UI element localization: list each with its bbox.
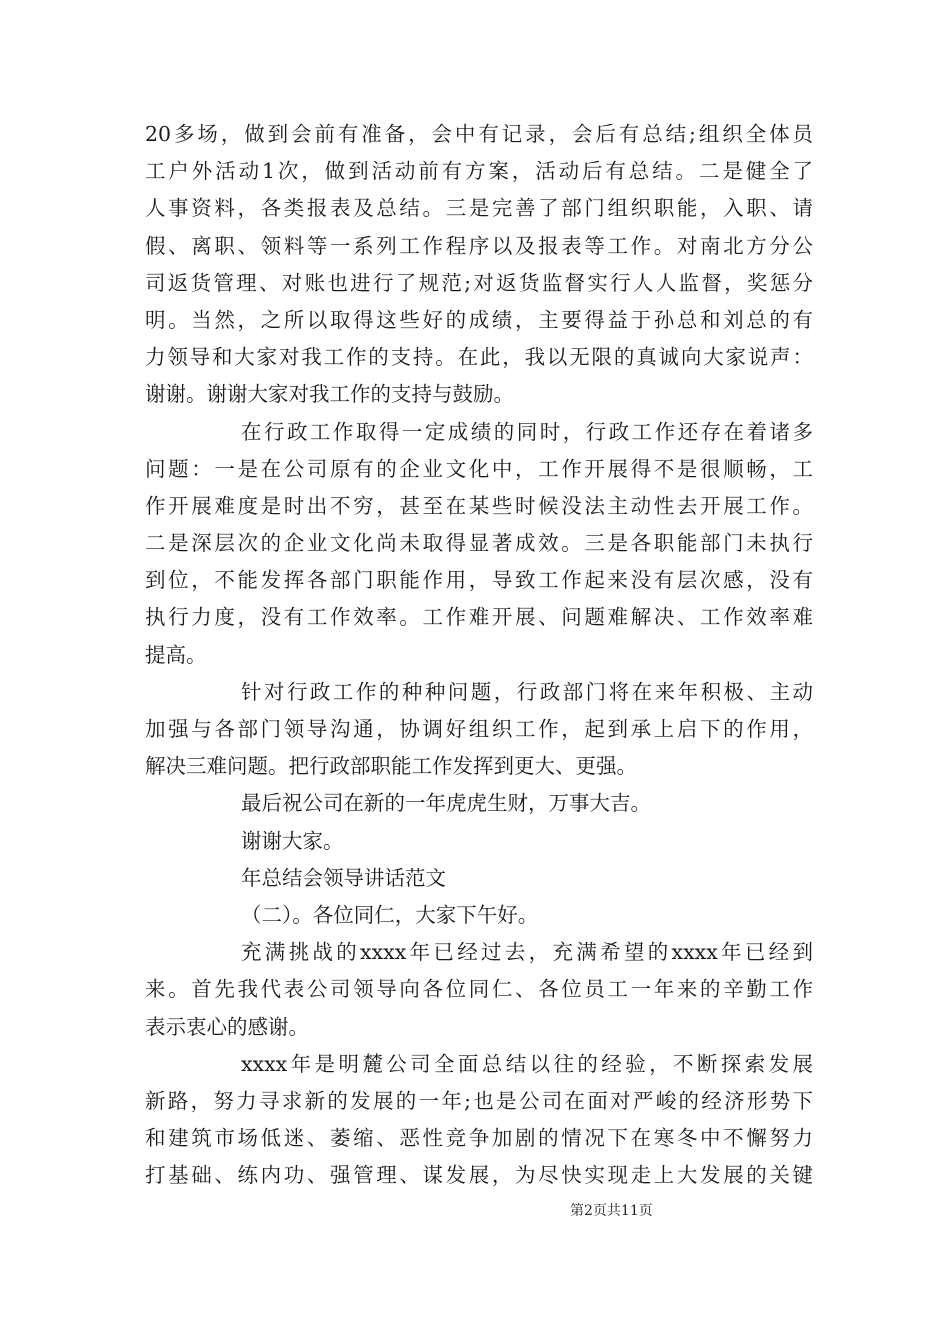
text-line: 谢谢。谢谢大家对我工作的支持与鼓励。 bbox=[145, 382, 514, 407]
text-line: 新路，努力寻求新的发展的一年;也是公司在面对严峻的经济形势下 bbox=[145, 1088, 813, 1113]
text-line: 最后祝公司在新的一年虎虎生财，万事大吉。 bbox=[241, 791, 651, 816]
text-line: 明。当然，之所以取得这些好的成绩，主要得益于孙总和刘总的有 bbox=[145, 307, 813, 332]
document-body bbox=[145, 116, 813, 1194]
text-line: （二）。各位同仁，大家下午好。 bbox=[241, 902, 539, 927]
text-line: 到位，不能发挥各部门职能作用，导致工作起来没有层次感，没有 bbox=[145, 568, 813, 593]
text-line: 作开展难度是时出不穷，甚至在某些时候没法主动性去开展工作。 bbox=[145, 493, 813, 518]
text-line: 表示衷心的感谢。 bbox=[145, 1014, 309, 1039]
text-line: 假、离职、领料等一系列工作程序以及报表等工作。对南北方分公 bbox=[145, 233, 813, 258]
text-line: 来。首先我代表公司领导向各位同仁、各位员工一年来的辛勤工作 bbox=[145, 977, 813, 1002]
text-line: 人事资料，各类报表及总结。三是完善了部门组织职能，入职、请 bbox=[145, 196, 813, 221]
text-line: 针对行政工作的种种问题，行政部门将在来年积极、主动 bbox=[241, 679, 813, 704]
text-line: 力领导和大家对我工作的支持。在此，我以无限的真诚向大家说声： bbox=[145, 345, 813, 370]
text-line: xxxx年是明麓公司全面总结以往的经验，不断探索发展 bbox=[241, 1051, 813, 1076]
text-line: 加强与各部门领导沟通，协调好组织工作，起到承上启下的作用， bbox=[145, 717, 813, 741]
text-line: 提高。 bbox=[145, 642, 207, 667]
text-line: 充满挑战的xxxx年已经过去，充满希望的xxxx年已经到 bbox=[241, 940, 813, 965]
text-line: 在行政工作取得一定成绩的同时，行政工作还存在着诸多 bbox=[241, 419, 813, 444]
text-line: 二是深层次的企业文化尚未取得显著成效。三是各职能部门未执行 bbox=[145, 531, 813, 556]
text-line: 司返货管理、对账也进行了规范;对返货监督实行人人监督，奖惩分 bbox=[145, 270, 813, 295]
page-number: 第2页共11页 bbox=[570, 1203, 653, 1219]
text-line: 打基础、练内功、强管理、谋发展，为尽快实现走上大发展的关键 bbox=[145, 1163, 813, 1188]
text-line: 解决三难问题。把行政部职能工作发挥到更大、更强。 bbox=[145, 754, 637, 779]
text-line: 谢谢大家。 bbox=[241, 828, 344, 853]
text-line: 执行力度，没有工作效率。工作难开展、问题难解决、工作效率难 bbox=[145, 605, 813, 630]
text-line: 工户外活动1次，做到活动前有方案，活动后有总结。二是健全了 bbox=[145, 159, 813, 184]
text-line: 20多场，做到会前有准备，会中有记录，会后有总结;组织全体员 bbox=[145, 122, 813, 146]
text-line: 年总结会领导讲话范文 bbox=[241, 865, 446, 890]
text-line: 问题：一是在公司原有的企业文化中，工作开展得不是很顺畅，工 bbox=[145, 456, 813, 481]
text-line: 和建筑市场低迷、萎缩、恶性竞争加剧的情况下在寒冬中不懈努力 bbox=[145, 1126, 813, 1151]
